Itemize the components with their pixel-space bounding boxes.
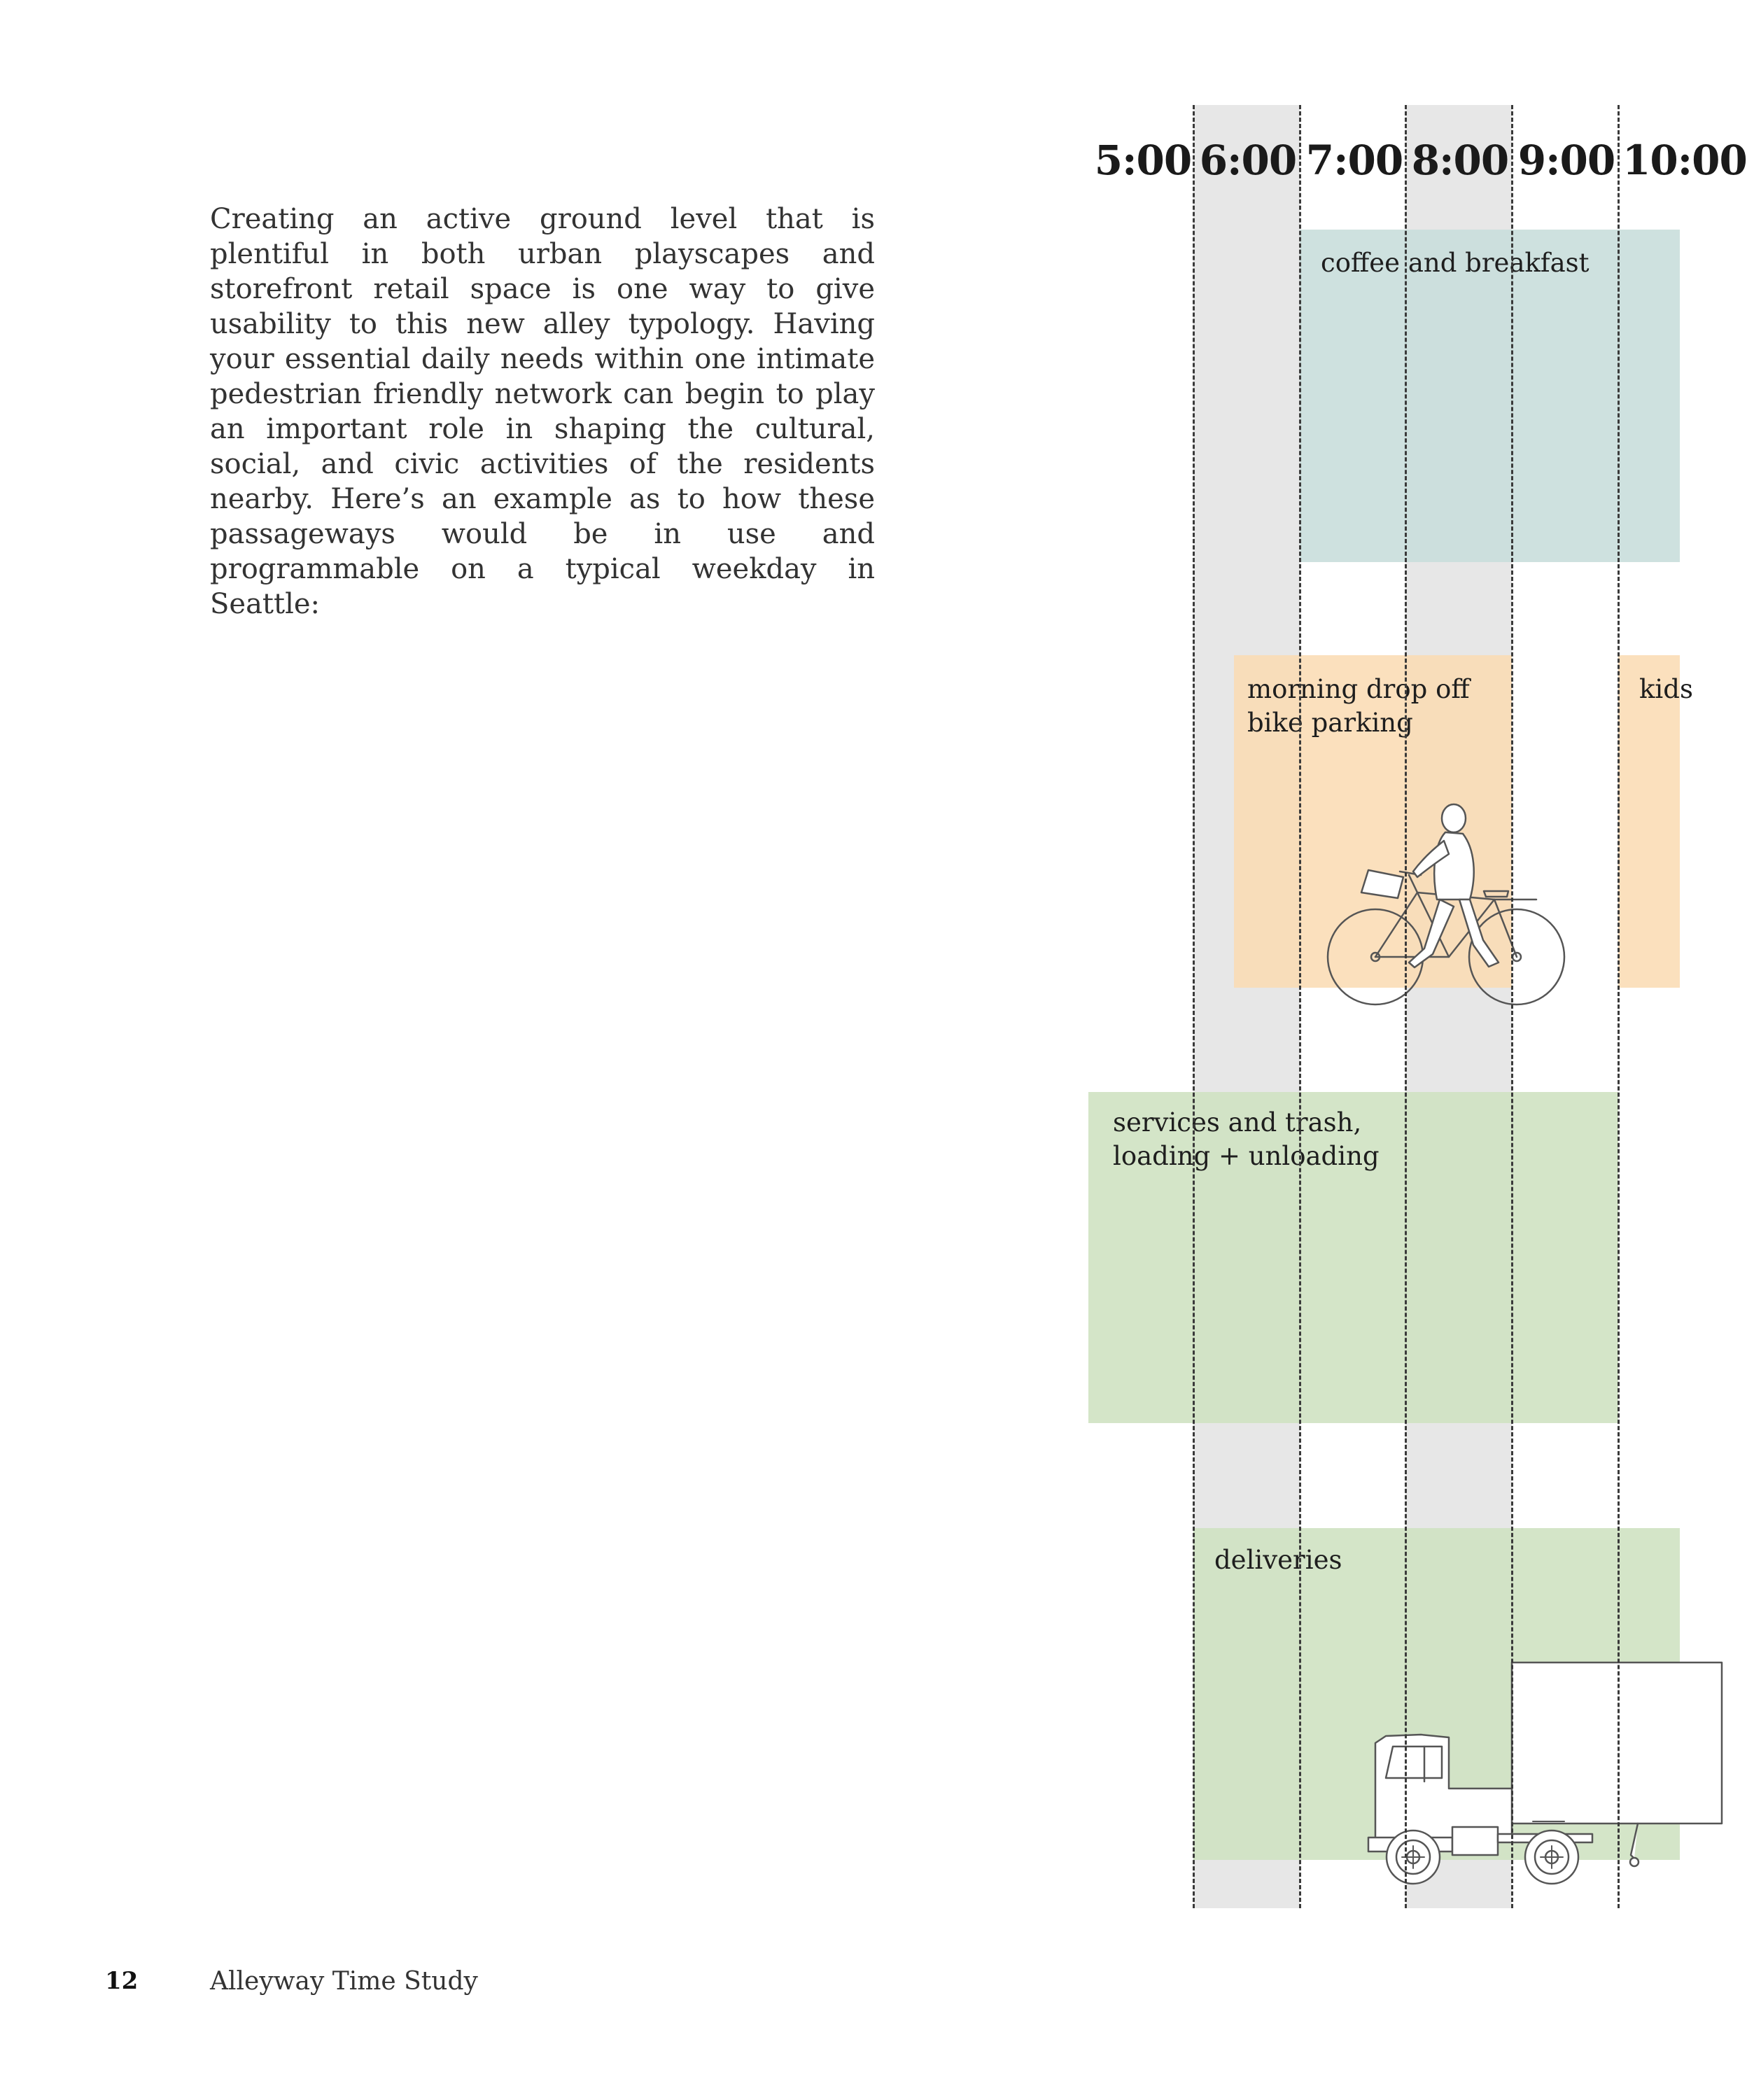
hour-label-9: 9:00 (1517, 136, 1615, 184)
hour-label-5: 5:00 (1094, 136, 1192, 184)
gridline-6 (1193, 105, 1195, 1908)
gridline-9 (1511, 105, 1513, 1908)
activity-label-coffee: coffee and breakfast (1321, 248, 1590, 278)
hour-label-7: 7:00 (1305, 136, 1403, 184)
footer-title: Alleyway Time Study (210, 1967, 478, 1996)
hour-label-8: 8:00 (1411, 136, 1509, 184)
hour-label-10: 10:00 (1622, 136, 1747, 184)
intro-paragraph: Creating an active ground level that is plentiful in both urban playscapes and storefront retail space is one way to give usability to this new alley typology. Having your essential daily needs within one intimate pedestrian friendly network can begin to play an important role in shaping the cultural, social, and civic activities of the residents nearby. Here’s an example as to how these passageways would be in use and programmable on a typical weekday in Seattle: (210, 203, 875, 620)
activity-label-services: services and trash, loading + unloading (1113, 1107, 1380, 1171)
activity-label-kids: kids (1639, 674, 1693, 704)
activity-label-drop-off: morning drop off bike parking (1247, 674, 1470, 738)
hour-label-6: 6:00 (1199, 136, 1297, 184)
gridline-8 (1405, 105, 1407, 1908)
gridline-7 (1299, 105, 1301, 1908)
gridline-10 (1618, 105, 1620, 1908)
activity-label-deliveries: deliveries (1214, 1545, 1342, 1575)
page-number: 12 (105, 1967, 139, 1995)
delivery-truck-icon (1354, 1659, 1704, 1883)
person-walking-bicycle-icon (1326, 794, 1578, 1011)
